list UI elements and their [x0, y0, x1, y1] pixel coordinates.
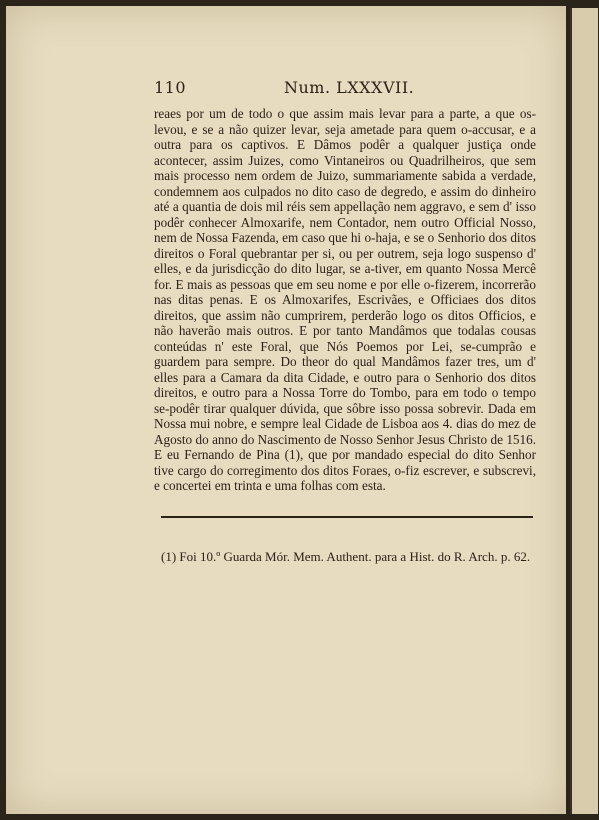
footnote: (1) Foi 10.º Guarda Mór. Mem. Authent. para a Hist. do R. Arch. p. 62.: [161, 549, 531, 564]
adjacent-page-edge: [570, 8, 598, 814]
body-paragraph: reaes por um de todo o que assim mais levar para a parte, a que os-levou, e se a não quizer levar, seja ametade para quem o-accusar, e a outra para os captivos. E Dâmos podêr a qualquer justiça onde acontecer, assim Juizes, como Vintaneiros ou Quadrilheiros, que sem mais processo nem ordem de Juizo, summariamente sabida a verdade, condemnem aos culpados no dito caso de degredo, e assim do dinheiro até a quantia de dois mil réis sem appellação nem aggravo, e sem d' isso podêr conhecer Almoxarife, nem Contador, nem outro Official Nosso, nem de Nossa Fazenda, em caso que hi o-haja, e se o Senhorio dos ditos direitos o Foral quebrantar per si, ou per outrem, seja logo suspenso d' elles, e da jurisdicção do dito lugar, se a-tiver, em quanto Nossa Mercê for. E mais as pessoas que em seu nome e por elle o-fizerem, incorrerão nas ditas penas. E os Almoxarifes, Escrivães, e Officiaes dos ditos direitos, que assim não cumprirem, perderão logo os ditos Officios, e não haverão mais outros. E por tanto Mandâmos que todalas cousas conteúdas n' este Foral, que Nós Poemos por Lei, se-cumprão e guardem para sempre. Do theor do qual Mandâmos fazer tres, um d' elles para a Camara da dita Cidade, e outro para o Senhorio dos ditos direitos, e outro para a Nossa Torre do Tombo, para em todo o tempo se-podêr tirar qualquer dúvida, que sôbre isso possa sobrevir. Dada em Nossa mui nobre, e sempre leal Cidade de Lisboa aos 4. dias do mez de Agosto do anno do Nascimento de Nosso Senhor Jesus Christo de 1516. E eu Fernando de Pina (1), que por mandado especial do dito Senhor tive cargo do corregimento dos ditos Foraes, o-fiz escrever, e subscrevi, e concertei em trinta e uma folhas com esta.: [154, 106, 536, 493]
section-title: Num. LXXXVII.: [284, 78, 415, 97]
book-page: [6, 6, 566, 814]
page-number: 110: [154, 78, 187, 97]
footnote-divider: [161, 516, 533, 518]
